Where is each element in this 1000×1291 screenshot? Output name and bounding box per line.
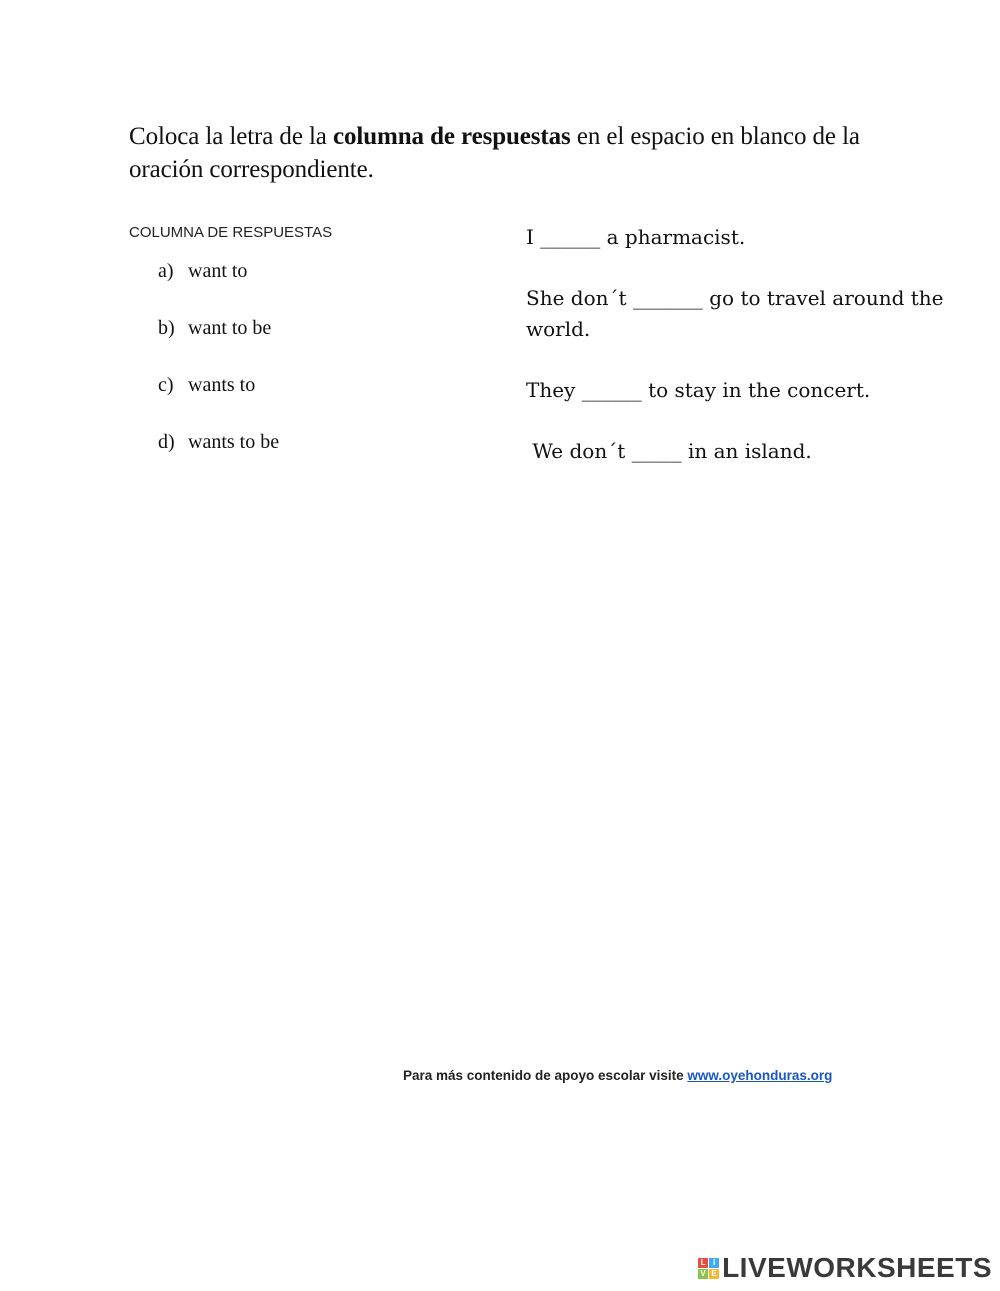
answer-option bbox=[158, 431, 279, 488]
answer-column-heading: COLUMNA DE RESPUESTAS bbox=[129, 224, 333, 241]
option-letter: a) bbox=[158, 260, 174, 282]
liveworksheets-logo bbox=[698, 1252, 992, 1284]
option-letter: b) bbox=[158, 317, 175, 339]
sentences-column bbox=[526, 222, 946, 497]
option-text: wants to be bbox=[188, 431, 280, 453]
footer-link[interactable]: www.oyehonduras.org bbox=[687, 1068, 833, 1083]
sentence-1: I ______ a pharmacist. bbox=[526, 225, 746, 249]
answer-option bbox=[158, 260, 279, 317]
option-letter: c) bbox=[158, 374, 174, 396]
sentence-3: They ______ to stay in the concert. bbox=[526, 378, 871, 402]
option-text: want to bbox=[188, 260, 248, 282]
instructions bbox=[129, 120, 929, 186]
option-text: wants to bbox=[188, 374, 256, 396]
live-logo-icon bbox=[698, 1258, 719, 1279]
sentence-2: She don´t _______ go to travel around the world. bbox=[526, 286, 944, 341]
instructions-bold: columna de respuestas bbox=[332, 123, 571, 150]
logo-letter-l: L bbox=[698, 1258, 708, 1268]
answer-option bbox=[158, 374, 279, 431]
option-letter: d) bbox=[158, 431, 175, 453]
option-text: want to be bbox=[188, 317, 272, 339]
sentence-4: We don´t _____ in an island. bbox=[526, 439, 812, 463]
answer-options-list bbox=[158, 260, 279, 488]
instructions-text-2: en el espacio en blanco de la oración correspondiente. bbox=[129, 123, 860, 183]
brand-name: LIVEWORKSHEETS bbox=[722, 1252, 992, 1283]
instructions-text-1: Coloca la letra de la bbox=[129, 123, 333, 150]
footer-note bbox=[403, 1068, 832, 1083]
logo-letter-e: E bbox=[709, 1269, 719, 1279]
answer-option bbox=[158, 317, 279, 374]
footer-text: Para más contenido de apoyo escolar visite bbox=[403, 1068, 688, 1083]
logo-letter-i: I bbox=[709, 1258, 719, 1268]
logo-letter-v: V bbox=[698, 1269, 708, 1279]
